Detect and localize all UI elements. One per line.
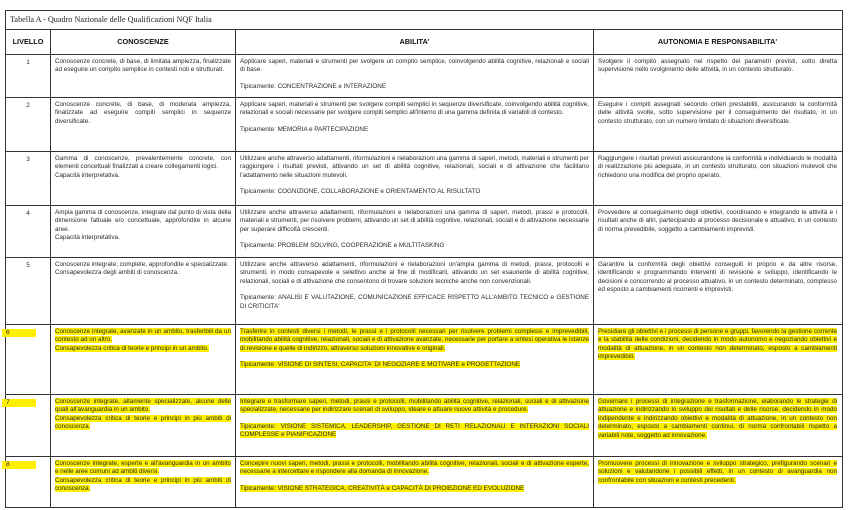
- tipicamente-text: Tipicamente: ANALISI E VALUTAZIONE, COMUNICAZIONE EFFICACE RISPETTO ALL'AMBITO TECNICO e GESTIONE DI CRITICITA': [240, 294, 589, 310]
- conoscenze-paragraph: [55, 460, 231, 477]
- level-cell: [6, 98, 51, 151]
- abilita-paragraph: [240, 460, 589, 477]
- autonomia-paragraph: [598, 261, 837, 295]
- table-title: Tabella A - Quadro Nazionale delle Qualificazioni NQF Italia: [6, 11, 842, 30]
- conoscenze-paragraph: [55, 345, 231, 353]
- nqf-table: [5, 10, 843, 508]
- abilita-cell: [236, 55, 594, 97]
- tipicamente-paragraph: [240, 485, 589, 493]
- conoscenze-cell: [51, 98, 236, 151]
- table-row: [6, 206, 842, 258]
- tipicamente-paragraph: [240, 242, 589, 250]
- conoscenze-text: Consapevolezza critica di teorie e principi in più ambiti di conoscenza.: [55, 414, 231, 431]
- conoscenze-text: Conoscenze concrete, di base, di limitata ampiezza, finalizzate ad eseguire un compito semplice in contesti noti e strutturati.: [55, 58, 231, 74]
- tipicamente-text: Tipicamente: CONCENTRAZIONE e INTERAZIONE: [240, 82, 387, 90]
- conoscenze-text: Conoscenze integrate, altamente specializzate, alcune delle quali all'avanguardia in un ambito.: [55, 398, 231, 414]
- table-row: [6, 395, 842, 457]
- abilita-text: Concepire nuovi saperi, metodi, prassi e protocolli, mobilitando abilità cognitive, relazionali, sociali e di attivazione esperte, necessarie a intercettare e rispondere alla domanda di innovazione.: [240, 460, 589, 476]
- autonomia-paragraph: [598, 101, 837, 126]
- level-cell: [6, 258, 51, 324]
- level-number: 6: [2, 329, 36, 337]
- autonomia-text: Governare i processi di integrazione e trasformazione, elaborando le strategie di attuazione e indirizzando lo sviluppo dei risultati e delle risorse, decidendo in modo indipendente e indirizzando obiettivi e modalità di attuazione, in un contesto non determinato, esposto a cambiamenti continui, di norma confrontabili rispetto a variabili note, soggetto ad innovazione.: [598, 398, 837, 439]
- autonomia-text: Raggiungere i risultati previsti assicurandone la conformità e individuando le modalità di realizzazione più adeguate, in un contesto strutturato, con situazioni mutevoli che richiedono una modifica del proprio operato.: [598, 155, 837, 179]
- level-cell: [6, 325, 51, 394]
- level-number: 1: [26, 59, 30, 66]
- level-cell: [6, 55, 51, 97]
- autonomia-cell: [594, 206, 841, 257]
- conoscenze-paragraph: [55, 155, 231, 172]
- level-number: 8: [2, 461, 36, 469]
- conoscenze-paragraph: [55, 269, 231, 277]
- conoscenze-cell: [51, 152, 236, 205]
- conoscenze-text: Capacità interpretativa.: [55, 171, 120, 179]
- abilita-text: Applicare saperi, materiali e strumenti per svolgere compiti semplici in sequenze diversificate, coinvolgendo abilità cognitive, relazionali e sociali necessarie per svolgere compiti semplici all'interno di una gamma definita di variabili di contesto.: [240, 101, 589, 117]
- abilita-paragraph: [240, 155, 589, 180]
- tipicamente-text: Tipicamente: VISIONE STRATEGICA, CREATIVITÀ e CAPACITÀ DI PROIEZIONE ED EVOLUZIONE: [240, 484, 525, 492]
- conoscenze-paragraph: [55, 261, 231, 269]
- autonomia-cell: [594, 325, 841, 394]
- level-number: 3: [26, 156, 30, 163]
- autonomia-cell: [594, 457, 841, 507]
- autonomia-text: Svolgere il compito assegnato nel rispetto dei parametri previsti, sotto diretta supervisione nello svolgimento delle attività, in un contesto strutturato.: [598, 58, 837, 74]
- autonomia-paragraph: [598, 209, 837, 234]
- conoscenze-cell: [51, 206, 236, 257]
- tipicamente-paragraph: [240, 294, 589, 311]
- header-abilita: ABILITA': [236, 30, 594, 54]
- tipicamente-text: Tipicamente: PROBLEM SOLVING, COOPERAZIONE e MULTITASKING: [240, 242, 445, 250]
- autonomia-text: Provvedere al conseguimento degli obiettivi, coordinando e integrando le attività e i risultati anche di altri, partecipando al processo decisionale e attuativo, in un contesto di norma prevedibile, soggetto a cambiamenti imprevisti.: [598, 209, 837, 233]
- abilita-paragraph: [240, 209, 589, 234]
- conoscenze-cell: [51, 457, 236, 507]
- abilita-cell: [236, 152, 594, 205]
- abilita-cell: [236, 258, 594, 324]
- conoscenze-text: Gamma di conoscenze, prevalentemente concrete, con elementi concettuali finalizzati a creare collegamenti logici.: [55, 155, 231, 171]
- level-number: 5: [26, 262, 30, 269]
- tipicamente-paragraph: [240, 361, 589, 369]
- table-body: [6, 55, 842, 507]
- table-row: [6, 55, 842, 98]
- level-number: 7: [2, 399, 36, 407]
- header-livello: LIVELLO: [6, 30, 51, 54]
- abilita-cell: [236, 325, 594, 394]
- conoscenze-text: Conoscenze concrete, di base, di moderata ampiezza, finalizzate ad eseguire compiti semplici in sequenze diversificate.: [55, 101, 231, 125]
- conoscenze-text: Consapevolezza critica di teorie e principi in un ambito.: [55, 344, 209, 352]
- header-conoscenze: CONOSCENZE: [51, 30, 236, 54]
- table-row: [6, 258, 842, 325]
- tipicamente-text: Tipicamente: COGNIZIONE, COLLABORAZIONE e ORIENTAMENTO AL RISULTATO: [240, 188, 481, 196]
- conoscenze-paragraph: [55, 415, 231, 432]
- conoscenze-paragraph: [55, 58, 231, 75]
- conoscenze-text: Consapevolezza degli ambiti di conoscenza.: [55, 269, 179, 277]
- autonomia-paragraph: [598, 58, 837, 75]
- autonomia-paragraph: [598, 398, 837, 440]
- abilita-text: Utilizzare anche attraverso adattamenti, riformulazioni e rielaborazioni un'ampia gamma di metodi, prassi, protocolli e strumenti, in modo consapevole e selettivo anche al fine di modificarli, attivando un set esauriente di abilità cognitive, relazionali, sociali e di attivazione che consentono di trovare soluzioni tecniche anche non convenzionali.: [240, 261, 589, 285]
- tipicamente-paragraph: [240, 83, 589, 91]
- conoscenze-paragraph: [55, 328, 231, 345]
- conoscenze-text: Conoscenze integrate, avanzate in un ambito, trasferibili da un contesto ad un altro.: [55, 328, 231, 344]
- conoscenze-paragraph: [55, 172, 231, 180]
- tipicamente-text: Tipicamente: VISIONE SISTEMICA, LEADERSHIP, GESTIONE DI RETI RELAZIONALI E INTERAZIONI SOCIALI COMPLESSE e PIANIFICAZIONE: [240, 422, 589, 439]
- conoscenze-paragraph: [55, 477, 231, 494]
- table-row: [6, 325, 842, 395]
- tipicamente-paragraph: [240, 423, 589, 440]
- abilita-paragraph: [240, 328, 589, 353]
- tipicamente-text: Tipicamente: VISIONE DI SINTESI, CAPACITA' DI NEGOZIARE E MOTIVARE e PROGETTAZIONE: [240, 361, 521, 369]
- abilita-paragraph: [240, 398, 589, 415]
- tipicamente-text: Tipicamente: MEMORIA e PARTECIPAZIONE: [240, 125, 369, 133]
- conoscenze-text: Consapevolezza critica di teorie e principi in più ambiti di conoscenza.: [55, 476, 231, 493]
- abilita-text: Applicare saperi, materiali e strumenti per svolgere un compito semplice, coinvolgendo abilità cognitive, relazionali e sociali di base.: [240, 58, 589, 74]
- autonomia-text: Garantire la conformità degli obiettivi conseguiti in proprio e da altre risorse, identificando e programmando interventi di revisione e sviluppo, identificando le decisioni e concorrendo al processo attuativo, in un contesto determinato, complesso ed esposto a cambiamenti ricorrenti e imprevisti.: [598, 261, 837, 294]
- level-cell: [6, 395, 51, 456]
- level-number: 2: [26, 102, 30, 109]
- tipicamente-paragraph: [240, 126, 589, 134]
- abilita-paragraph: [240, 261, 589, 286]
- header-autonomia: AUTONOMIA E RESPONSABILITA': [657, 36, 778, 46]
- autonomia-cell: [594, 395, 841, 456]
- table-row: [6, 98, 842, 152]
- level-cell: [6, 457, 51, 507]
- autonomia-paragraph: [598, 155, 837, 180]
- conoscenze-text: Conoscenze integrate, complete, approfondite e specializzate.: [55, 261, 229, 268]
- autonomia-text: Promuovere processi di innovazione e sviluppo strategico, prefigurando scenari e soluzioni e valutandone i possibili effetti, in un contesto di avanguardia non confrontabile con situazioni e contesti precedenti.: [598, 460, 837, 484]
- conoscenze-paragraph: [55, 101, 231, 126]
- conoscenze-cell: [51, 395, 236, 456]
- abilita-text: Utilizzare anche attraverso adattamenti, riformulazioni e rielaborazioni una gamma di saperi, metodi, prassi e protocolli, materiali e strumenti, per risolvere problemi, attivando un set di abilità cognitive, relazionali, sociali e di attivazione necessarie per superare difficoltà crescenti.: [240, 209, 589, 233]
- abilita-paragraph: [240, 58, 589, 75]
- conoscenze-cell: [51, 325, 236, 394]
- autonomia-cell: [594, 152, 841, 205]
- conoscenze-text: Ampia gamma di conoscenze, integrate dal punto di vista della dimensione fattuale e/o concettuale, approfondite in alcune aree.: [55, 209, 231, 233]
- abilita-text: Integrare e trasformare saperi, metodi, prassi e protocolli, mobilitando abilità cognitive, relazionali, sociali e di attivazione specializzate, necessarie per indirizzare scenari di sviluppo, ideare e attuare nuove attività e procedure.: [240, 398, 589, 414]
- tipicamente-paragraph: [240, 188, 589, 196]
- conoscenze-cell: [51, 258, 236, 324]
- conoscenze-paragraph: [55, 209, 231, 234]
- autonomia-text: Eseguire i compiti assegnati secondo criteri prestabiliti, assicurando la conformità delle attività svolte, sotto supervisione per il conseguimento del risultato, in un contesto strutturato, con un numero limitato di situazioni diversificate.: [598, 101, 837, 125]
- autonomia-paragraph: [598, 328, 837, 362]
- conoscenze-paragraph: [55, 234, 231, 242]
- conoscenze-text: Conoscenze integrate, esperte e all'avanguardia in un ambito e nelle aree comuni ad ambiti diversi.: [55, 460, 231, 476]
- level-number: 4: [26, 210, 30, 217]
- autonomia-text: Presidiare gli obiettivi e i processi di persone e gruppi, favorendo la gestione corrente e la stabilità delle condizioni, decidendo in modo autonomo e negoziando obiettivi e modalità di attuazione, in un contesto non determinato, esposto a cambiamenti imprevedibili.: [598, 328, 837, 361]
- abilita-text: Utilizzare anche attraverso adattamenti, riformulazioni e rielaborazioni una gamma di saperi, metodi, materiali e strumenti per raggiungere i risultati previsti, attivando un set di abilità cognitive, relazionali, sociali e di attivazione che facilitano l'adattamento nelle situazioni mutevoli.: [240, 155, 589, 179]
- autonomia-cell: [594, 98, 841, 151]
- abilita-cell: [236, 206, 594, 257]
- autonomia-cell: [594, 55, 841, 97]
- level-cell: [6, 152, 51, 205]
- abilita-text: Trasferire in contesti diversi i metodi, le prassi e i protocolli necessari per risolvere problemi complessi e imprevedibili, mobilitando abilità cognitive, relazionali, sociali e di attivazione avanzate, necessarie per portare a sintesi operativa le istanze di revisione e quelle di indirizzo, attraverso soluzioni innovative e originali.: [240, 328, 589, 352]
- abilita-cell: [236, 457, 594, 507]
- conoscenze-text: Capacità interpretativa.: [55, 234, 120, 242]
- abilita-cell: [236, 395, 594, 456]
- conoscenze-cell: [51, 55, 236, 97]
- conoscenze-paragraph: [55, 398, 231, 415]
- abilita-paragraph: [240, 101, 589, 118]
- abilita-cell: [236, 98, 594, 151]
- autonomia-cell: [594, 258, 841, 324]
- table-row: [6, 152, 842, 206]
- autonomia-paragraph: [598, 460, 837, 485]
- table-row: [6, 457, 842, 507]
- level-cell: [6, 206, 51, 257]
- table-header-row: [6, 30, 842, 55]
